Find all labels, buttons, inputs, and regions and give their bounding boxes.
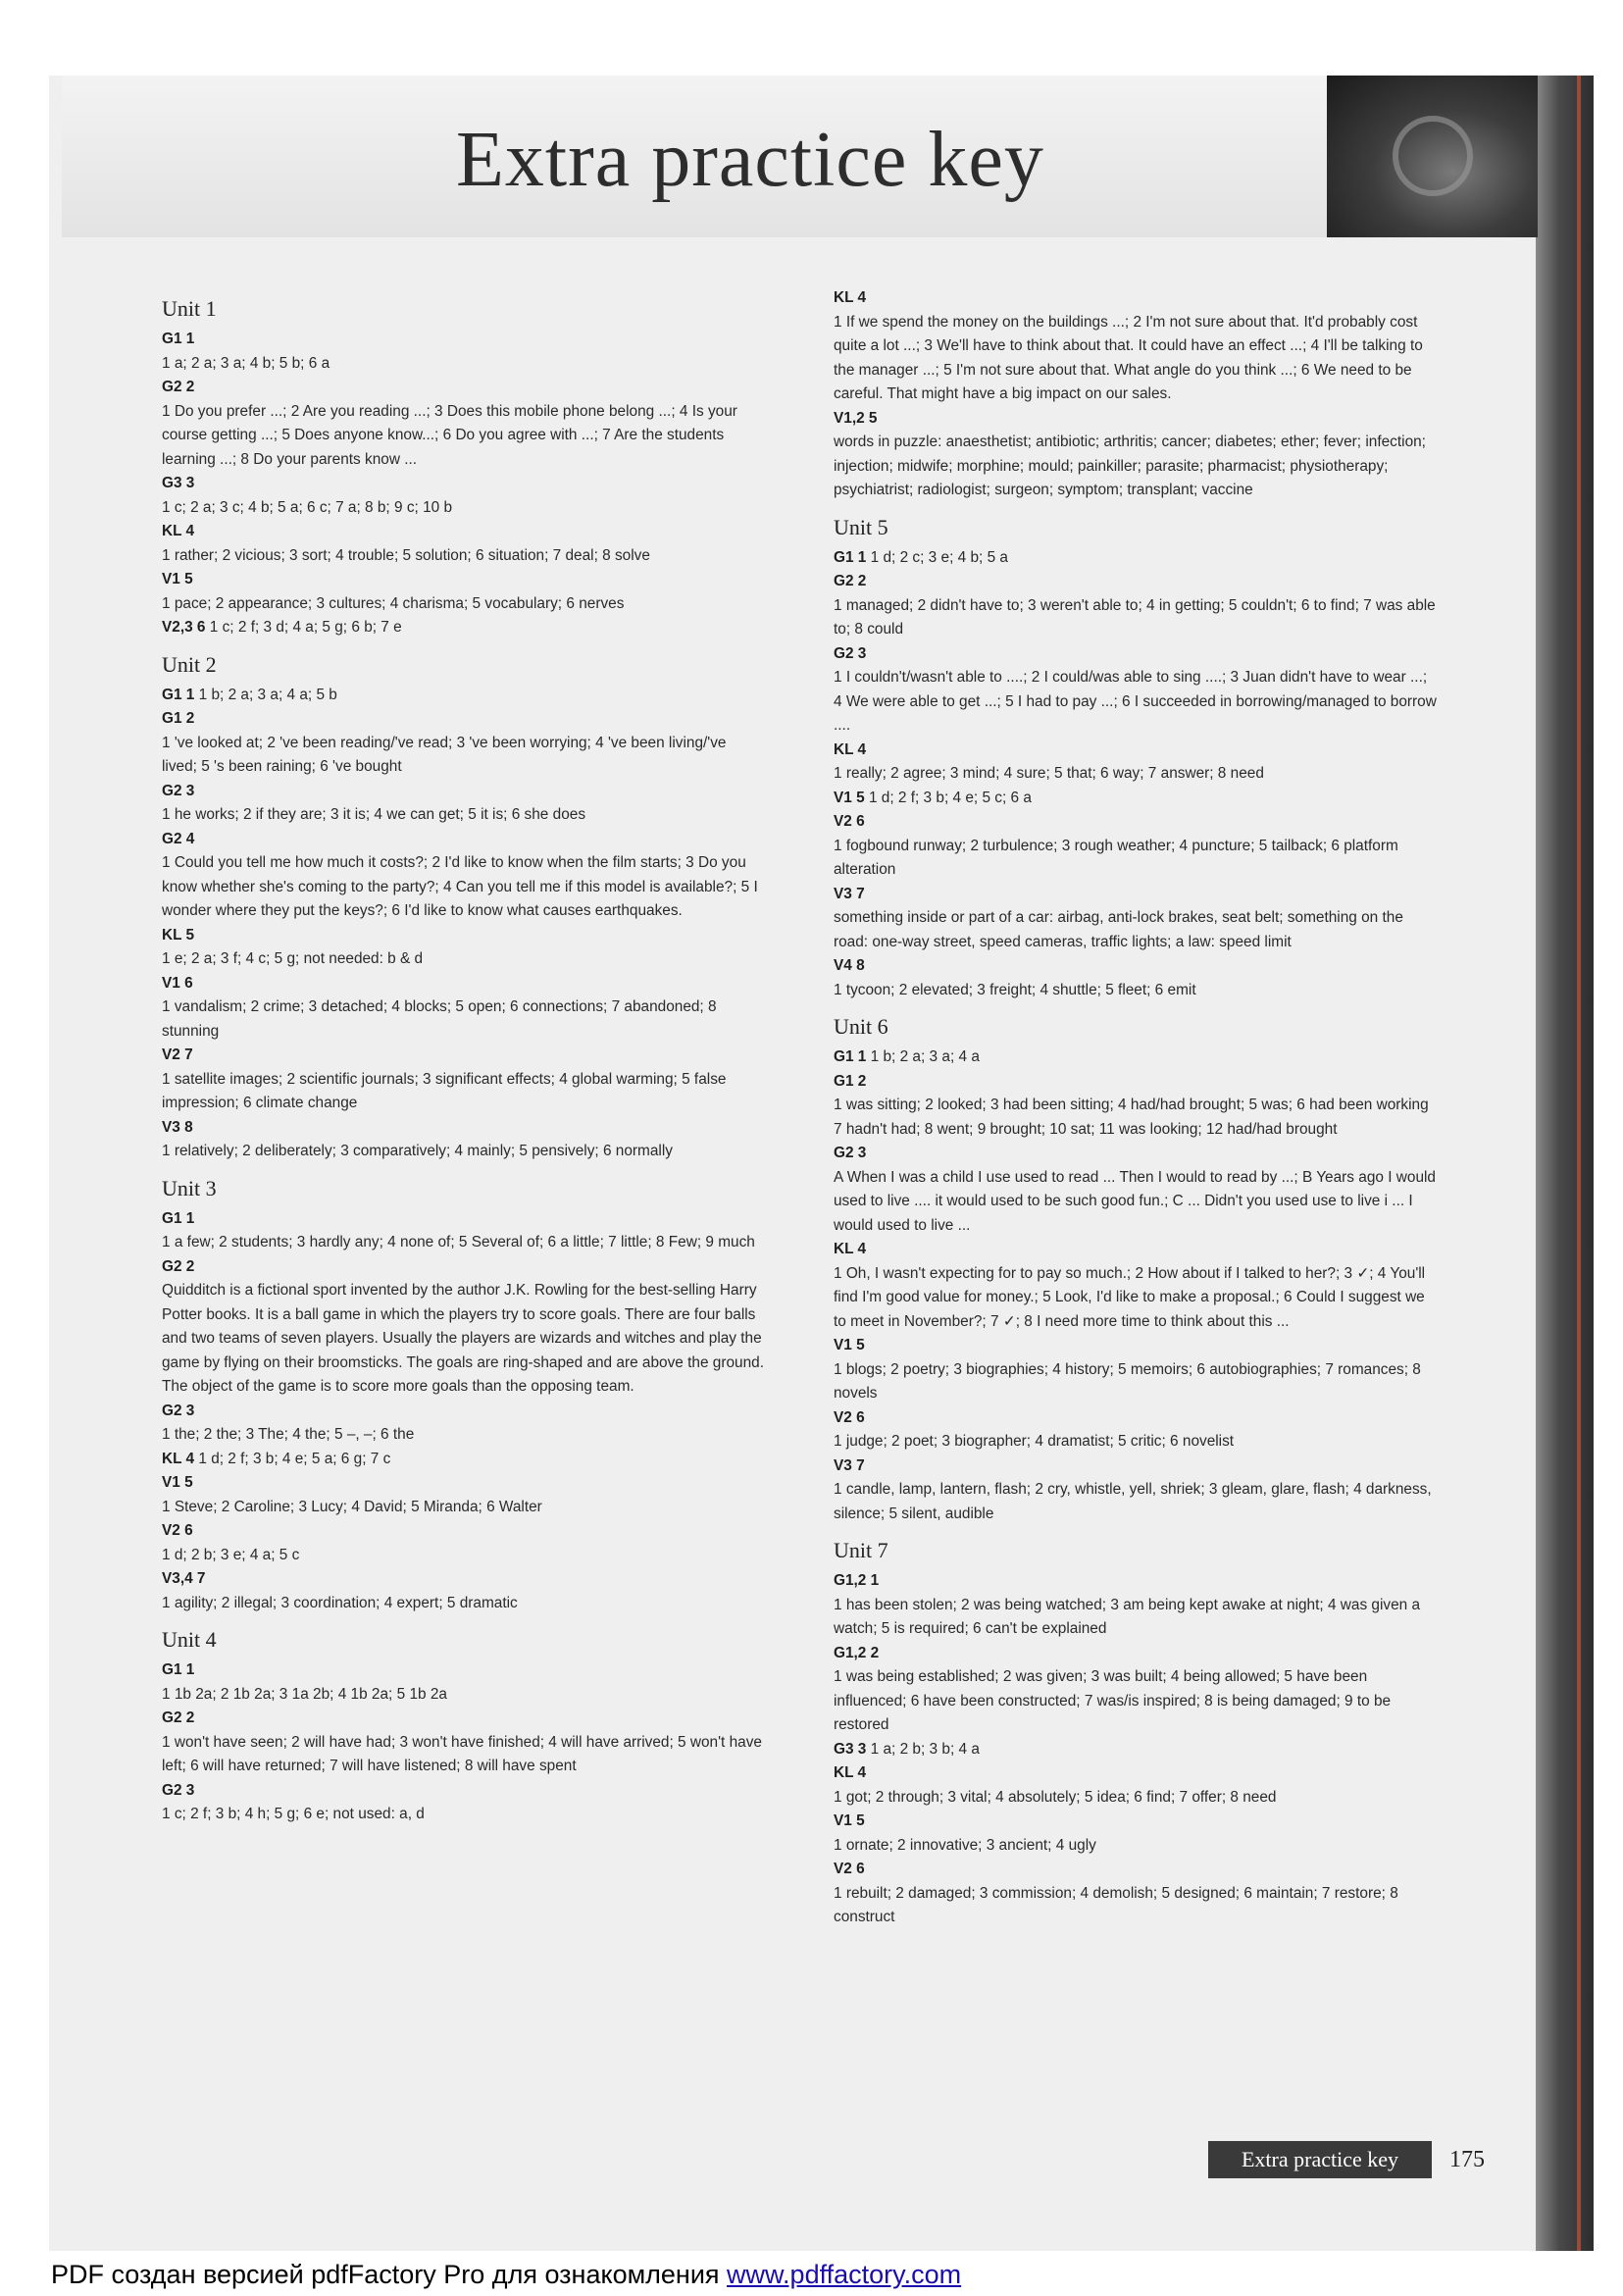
exercise-code: G1,2 2 (834, 1644, 880, 1661)
answer-text: 1 Oh, I wasn't expecting for to pay so much.; 2 How about if I talked to her?; 3 ✓; 4 You'll find I'm good value for money.; 5 Look, I'd like to make a proposal.; 6 Could I suggest we to meet in November?; 7 ✓; 8 I need more time to think about this ... (834, 1264, 1426, 1330)
exercise-code: G1 2 (162, 710, 195, 727)
answer-text: 1 he works; 2 if they are; 3 it is; 4 we can get; 5 it is; 6 she does (162, 806, 586, 823)
unit-heading: Unit 1 (162, 296, 217, 321)
answer-text: 1 was sitting; 2 looked; 3 had been sitting; 4 had/had brought; 5 was; 6 had been working 7 hadn't had; 8 went; 9 brought; 10 sat; 11 was looking; 12 had/had brought (834, 1097, 1429, 1138)
exercise-code: V3 8 (162, 1118, 193, 1136)
exercise-code: V1 5 (834, 1337, 865, 1353)
exercise-code: V3 7 (834, 1456, 865, 1474)
exercise-code: V4 8 (834, 957, 865, 974)
answer-text: something inside or part of a car: airbag, anti-lock brakes, seat belt; something on the road: one-way street, speed cameras, traffic lights; a law: speed limit (834, 909, 1403, 950)
exercise-code: V3 7 (834, 885, 865, 902)
exercise-code: G1,2 1 (834, 1572, 880, 1589)
unit-heading: Unit 3 (162, 1175, 217, 1200)
unit-heading: Unit 7 (834, 1538, 888, 1562)
answer-text: 1 has been stolen; 2 was being watched; 3 am being kept awake at night; 4 was given a watch; 5 is required; 6 can't be explained (834, 1596, 1421, 1637)
answer-text: 1 d; 2 f; 3 b; 4 e; 5 c; 6 a (864, 789, 1032, 806)
exercise-code: G3 3 (162, 475, 195, 491)
answer-text: 1 Steve; 2 Caroline; 3 Lucy; 4 David; 5 Miranda; 6 Walter (162, 1498, 542, 1515)
exercise-code: V2 6 (162, 1522, 193, 1539)
answer-text: 1 rather; 2 vicious; 3 sort; 4 trouble; 5 solution; 6 situation; 7 deal; 8 solve (162, 546, 650, 564)
exercise-code: G2 3 (834, 1145, 867, 1161)
answer-text: 1 the; 2 the; 3 The; 4 the; 5 –, –; 6 the (162, 1426, 415, 1443)
answer-text: 1 satellite images; 2 scientific journals; 3 significant effects; 4 global warming; 5 false impression; 6 climate change (162, 1070, 727, 1111)
exercise-code: V1 5 (162, 1474, 193, 1491)
answer-text: 1 d; 2 b; 3 e; 4 a; 5 c (162, 1546, 300, 1563)
exercise-code: G3 3 (834, 1740, 867, 1758)
answer-text: 1 ornate; 2 innovative; 3 ancient; 4 ugly (834, 1836, 1096, 1854)
answer-text: 1 e; 2 a; 3 f; 4 c; 5 g; not needed: b & d (162, 950, 424, 967)
exercise-code: KL 4 (162, 1450, 195, 1467)
exercise-code: G1 1 (834, 1048, 867, 1065)
banner-photo-detail (1393, 116, 1473, 196)
exercise-answer-line (162, 684, 765, 708)
answer-text: 1 a; 2 b; 3 b; 4 a (866, 1740, 980, 1758)
answer-text: 1 got; 2 through; 3 vital; 4 absolutely; 5 idea; 6 find; 7 offer; 8 need (834, 1788, 1277, 1806)
exercise-code: V1 6 (162, 974, 193, 992)
book-edge-line (1577, 76, 1581, 2251)
exercise-code: V1 5 (162, 571, 193, 587)
answer-text: 1 blogs; 2 poetry; 3 biographies; 4 history; 5 memoirs; 6 autobiographies; 7 romances; 8 novels (834, 1360, 1421, 1402)
exercise-code: G1 1 (834, 548, 867, 566)
answer-text: 1 've looked at; 2 've been reading/'ve read; 3 've been worrying; 4 've been living/'ve lived; 5 's been raining; 6 've bought (162, 734, 727, 775)
exercise-code: V2 7 (162, 1046, 193, 1063)
exercise-code: KL 4 (834, 289, 867, 306)
exercise-code: G2 4 (162, 830, 195, 847)
answer-text: 1 a few; 2 students; 3 hardly any; 4 none of; 5 Several of; 6 a little; 7 little; 8 Few; 9 much (162, 1234, 755, 1250)
exercise-code: V2,3 6 (162, 619, 206, 636)
exercise-code: G2 3 (834, 644, 867, 662)
unit-heading: Unit 2 (162, 651, 217, 677)
answer-text: 1 pace; 2 appearance; 3 cultures; 4 charisma; 5 vocabulary; 6 nerves (162, 594, 625, 612)
answer-text: 1 Do you prefer ...; 2 Are you reading ...; 3 Does this mobile phone belong ...; 4 Is your course getting ...; 5 Does anyone know...; 6 Do you agree with ...; 7 Are the students learning ...; 8 Do your parents know ... (162, 402, 737, 468)
answer-text: 1 was being established; 2 was given; 3 was built; 4 being allowed; 5 have been influenced; 6 have been constructed; 7 was/is inspired; 8 is being damaged; 9 to be restored (834, 1668, 1392, 1733)
answer-text: 1 candle, lamp, lantern, flash; 2 cry, whistle, yell, shriek; 3 gleam, glare, flash; 4 darkness, silence; 5 silent, audible (834, 1481, 1432, 1522)
exercise-answer-line (162, 1448, 765, 1472)
answer-text: 1 If we spend the money on the buildings ...; 2 I'm not sure about that. It'd probably cost quite a lot ...; 3 We'll have to think about that. It could have an effect ...; 4 I'll be talking to the manager ...; 5 I'm not sure about that. What angle do you think ...; 6 We need to be careful. That might have a big impact on our sales. (834, 313, 1423, 402)
answer-text: 1 c; 2 f; 3 d; 4 a; 5 g; 6 b; 7 e (205, 619, 402, 636)
answer-text: 1 really; 2 agree; 3 mind; 4 sure; 5 that; 6 way; 7 answer; 8 need (834, 765, 1264, 782)
pdf-watermark-note (51, 2259, 961, 2290)
answer-text: 1 vandalism; 2 crime; 3 detached; 4 blocks; 5 open; 6 connections; 7 abandoned; 8 stunning (162, 998, 717, 1040)
exercise-code: G1 1 (162, 686, 195, 703)
page-title: Extra practice key (456, 117, 1044, 203)
exercise-code: KL 4 (834, 740, 867, 758)
exercise-code: G2 2 (162, 1257, 195, 1275)
exercise-code: V1 5 (834, 1812, 865, 1829)
answer-text: 1 b; 2 a; 3 a; 4 a (866, 1048, 980, 1065)
exercise-code: V2 6 (834, 1861, 865, 1877)
answer-text: words in puzzle: anaesthetist; antibiotic; arthritis; cancer; diabetes; ether; fever; infection; injection; midwife; morphine; mould; painkiller; parasite; pharmacist; physiotherapy; psychiatrist; radiologist; surgeon; symptom; transplant; vaccine (834, 434, 1426, 498)
exercise-code: G1 2 (834, 1072, 867, 1090)
exercise-code: KL 4 (834, 1241, 867, 1257)
exercise-answer-line (162, 616, 765, 640)
answer-text: Quidditch is a fictional sport invented by the author J.K. Rowling for the best-selling Harry Potter books. It is a ball game in which the players try to score goals. There are four balls and two teams of seven players. Usually the players are wizards and witches and play the game by flying on their broomsticks. The goals are ring-shaped and are above the ground. The object of the game is to score more goals than the opposing team. (162, 1282, 764, 1395)
left-column (162, 294, 765, 1827)
exercise-code: KL 4 (162, 523, 195, 539)
unit-heading: Unit 4 (162, 1627, 217, 1652)
exercise-answer-line (834, 1738, 1437, 1762)
right-column (834, 286, 1437, 1930)
answer-text: 1 tycoon; 2 elevated; 3 freight; 4 shuttle; 5 fleet; 6 emit (834, 981, 1196, 998)
answer-text: 1 agility; 2 illegal; 3 coordination; 4 expert; 5 dramatic (162, 1594, 518, 1611)
exercise-code: G2 2 (162, 379, 195, 395)
exercise-code: V3,4 7 (162, 1570, 206, 1587)
exercise-code: G1 1 (162, 1209, 195, 1227)
answer-text: 1 d; 2 f; 3 b; 4 e; 5 a; 6 g; 7 c (194, 1450, 391, 1467)
answer-text: A When I was a child I use used to read ... Then I would to read by ...; B Years ago I would used to live .... it would used to be such good fun.; C ... Didn't you used use to live i ... I would used to live ... (834, 1168, 1436, 1234)
answer-text: 1 c; 2 f; 3 b; 4 h; 5 g; 6 e; not used: a, d (162, 1806, 425, 1822)
book-spine-shadow (1536, 76, 1594, 2251)
exercise-code: V2 6 (834, 1408, 865, 1426)
pdf-factory-link[interactable]: www.pdffactory.com (727, 2260, 962, 2289)
answer-text: 1 judge; 2 poet; 3 biographer; 4 dramatist; 5 critic; 6 novelist (834, 1433, 1235, 1450)
exercise-code: G2 3 (162, 1402, 195, 1419)
exercise-code: G2 2 (162, 1709, 195, 1726)
unit-heading: Unit 6 (834, 1014, 888, 1039)
footer-section-tab: Extra practice key (1208, 2141, 1432, 2178)
answer-text: 1 c; 2 a; 3 c; 4 b; 5 a; 6 c; 7 a; 8 b; 9 c; 10 b (162, 498, 453, 516)
exercise-code: V2 6 (834, 813, 865, 830)
exercise-code: V1,2 5 (834, 409, 878, 427)
exercise-code: G1 1 (162, 1661, 195, 1678)
answer-text: 1 rebuilt; 2 damaged; 3 commission; 4 demolish; 5 designed; 6 maintain; 7 restore; 8 construct (834, 1884, 1398, 1925)
exercise-code: G2 2 (834, 573, 867, 589)
page-number: 175 (1449, 2147, 1485, 2172)
answer-text: 1 won't have seen; 2 will have had; 3 won't have finished; 4 will have arrived; 5 won't have left; 6 will have returned; 7 will have listened; 8 will have spent (162, 1733, 762, 1774)
exercise-code: G1 1 (162, 331, 195, 347)
answer-text: 1 d; 2 c; 3 e; 4 b; 5 a (866, 548, 1008, 566)
answer-text: 1 managed; 2 didn't have to; 3 weren't able to; 4 in getting; 5 couldn't; 6 to find; 7 was able to; 8 could (834, 596, 1436, 638)
exercise-answer-line (834, 546, 1437, 571)
answer-text: 1 Could you tell me how much it costs?; 2 I'd like to know when the film starts; 3 Do you know whether she's coming to the party?; 4 Can you tell me if this model is available?; 5 I wonder where they put the keys?; 6 I'd like to know what causes earthquakes. (162, 854, 758, 919)
exercise-code: G2 3 (162, 782, 195, 799)
answer-text: 1 1b 2a; 2 1b 2a; 3 1a 2b; 4 1b 2a; 5 1b 2a (162, 1685, 447, 1703)
exercise-answer-line (834, 787, 1437, 811)
exercise-answer-line (834, 1046, 1437, 1070)
answer-text: 1 relatively; 2 deliberately; 3 comparatively; 4 mainly; 5 pensively; 6 normally (162, 1143, 673, 1159)
exercise-code: KL 5 (162, 926, 195, 944)
answer-text: 1 fogbound runway; 2 turbulence; 3 rough weather; 4 puncture; 5 tailback; 6 platform alteration (834, 837, 1398, 878)
exercise-code: G2 3 (162, 1781, 195, 1799)
answer-text: 1 I couldn't/wasn't able to ....; 2 I could/was able to sing ....; 3 Juan didn't have to wear ...; 4 We were able to get ...; 5 I had to pay ...; 6 I succeeded in borrowing/managed to borrow .... (834, 669, 1437, 734)
exercise-code: V1 5 (834, 789, 865, 806)
answer-text: 1 a; 2 a; 3 a; 4 b; 5 b; 6 a (162, 354, 330, 372)
pdf-note-text: PDF создан версией pdfFactory Pro для ознакомления (51, 2260, 728, 2289)
exercise-code: KL 4 (834, 1764, 867, 1781)
answer-text: 1 b; 2 a; 3 a; 4 a; 5 b (194, 686, 337, 703)
unit-heading: Unit 5 (834, 514, 888, 539)
